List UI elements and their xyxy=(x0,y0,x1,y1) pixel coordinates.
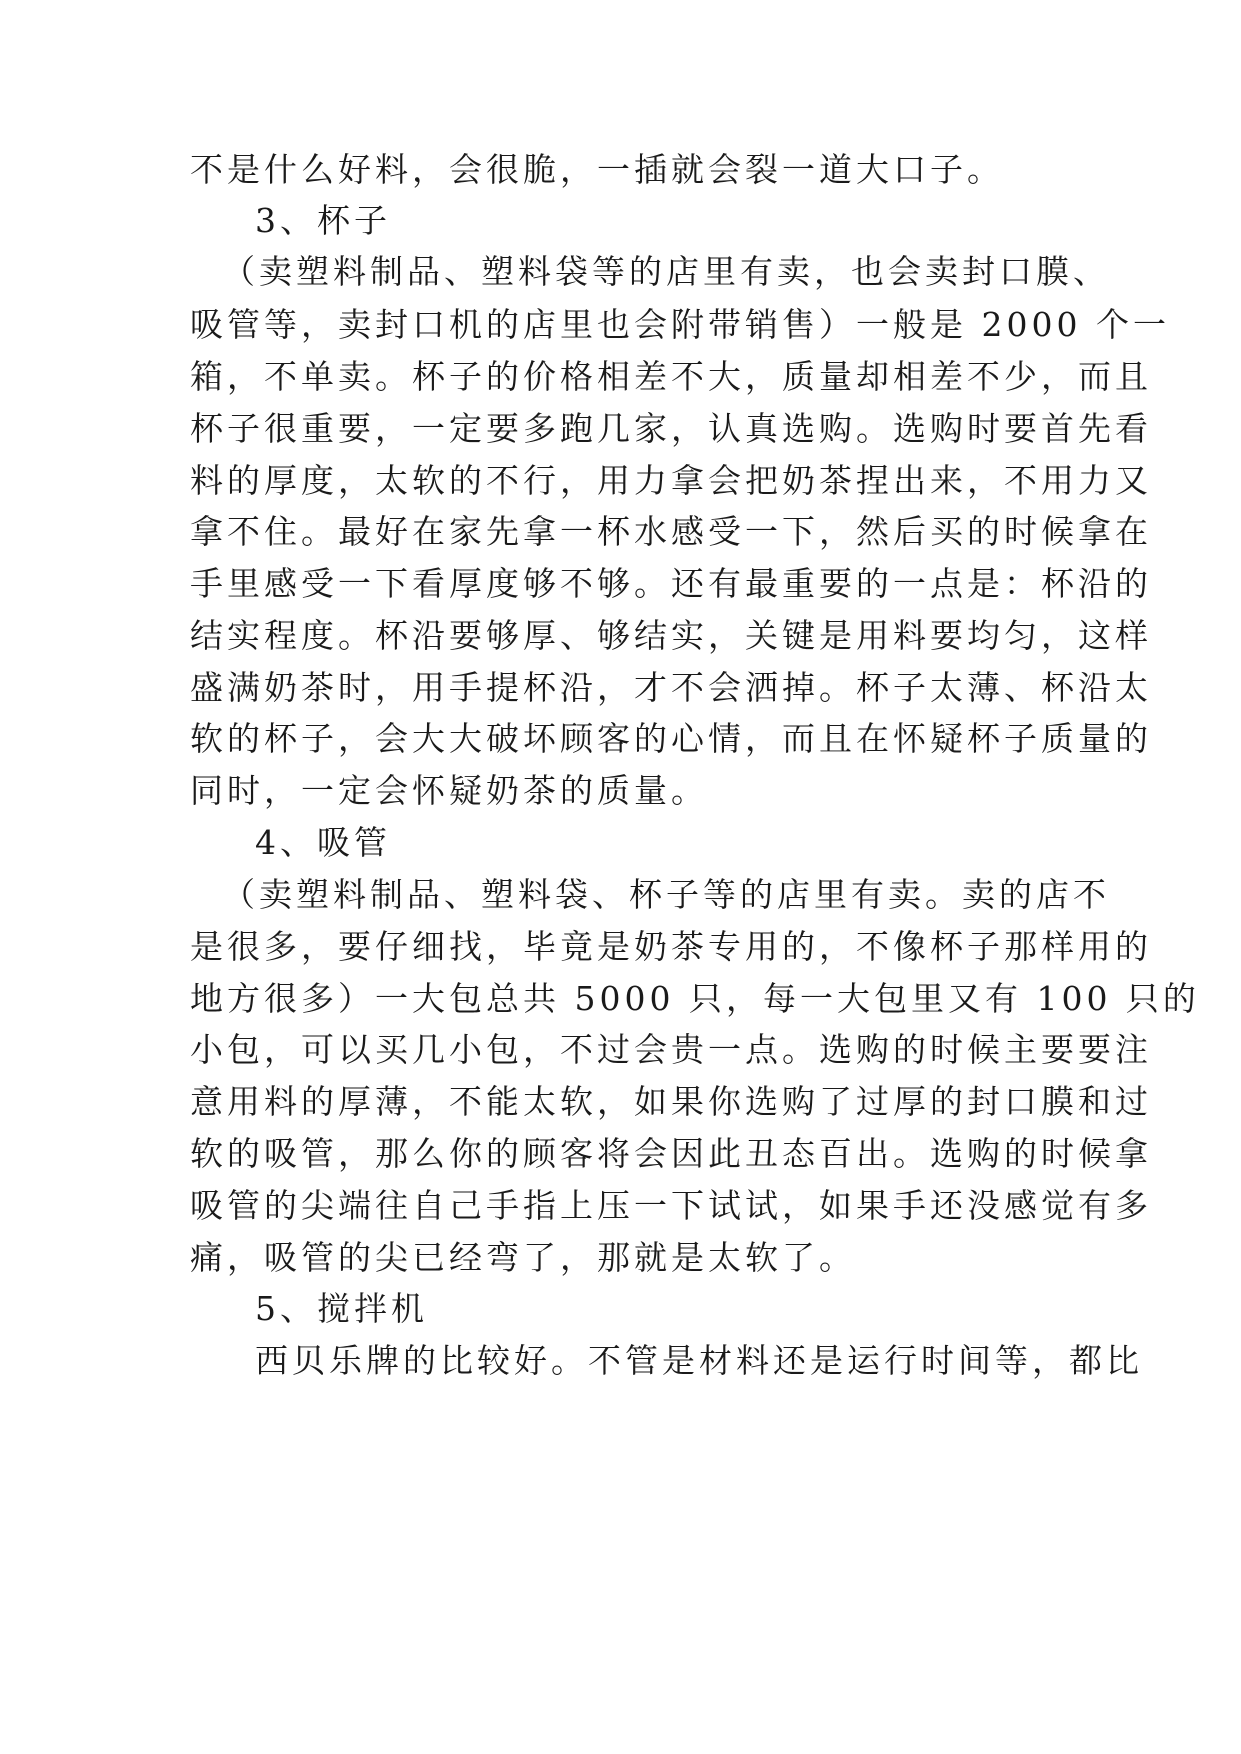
body-text-line: 吸管等，卖封口机的店里也会附带销售）一般是 2000 个一 xyxy=(190,305,1170,344)
body-text-line: 手里感受一下看厚度够不够。还有最重要的一点是：杯沿的 xyxy=(190,564,1152,603)
body-text-line: 拿不住。最好在家先拿一杯水感受一下，然后买的时候拿在 xyxy=(190,512,1152,551)
body-text-line: 意用料的厚薄，不能太软，如果你选购了过厚的封口膜和过 xyxy=(190,1082,1152,1121)
body-text-line: 同时，一定会怀疑奶茶的质量。 xyxy=(190,771,708,810)
body-text-line: 西贝乐牌的比较好。不管是材料还是运行时间等，都比 xyxy=(255,1341,1143,1380)
section-heading-cups: 3、杯子 xyxy=(255,201,391,240)
body-text-line: （卖塑料制品、塑料袋等的店里有卖，也会卖封口膜、 xyxy=(222,252,1110,291)
section-heading-blender: 5、搅拌机 xyxy=(255,1289,428,1328)
body-text-line: 痛，吸管的尖已经弯了，那就是太软了。 xyxy=(190,1238,856,1277)
body-text-line: 料的厚度，太软的不行，用力拿会把奶茶捏出来，不用力又 xyxy=(190,461,1152,500)
body-text-line: 是很多，要仔细找，毕竟是奶茶专用的，不像杯子那样用的 xyxy=(190,927,1152,966)
body-text-line: 吸管的尖端往自己手指上压一下试试，如果手还没感觉有多 xyxy=(190,1186,1152,1225)
body-text-line: 杯子很重要，一定要多跑几家，认真选购。选购时要首先看 xyxy=(190,409,1152,448)
body-text-line: 软的杯子，会大大破坏顾客的心情，而且在怀疑杯子质量的 xyxy=(190,719,1152,758)
body-text-line: 箱，不单卖。杯子的价格相差不大，质量却相差不少，而且 xyxy=(190,357,1152,396)
body-text-line: 软的吸管，那么你的顾客将会因此丑态百出。选购的时候拿 xyxy=(190,1134,1152,1173)
body-text-line: 盛满奶茶时，用手提杯沿，才不会洒掉。杯子太薄、杯沿太 xyxy=(190,668,1152,707)
body-text-line: 结实程度。杯沿要够厚、够结实，关键是用料要均匀，这样 xyxy=(190,616,1152,655)
section-heading-straws: 4、吸管 xyxy=(255,823,391,862)
body-text-line: 小包，可以买几小包，不过会贵一点。选购的时候主要要注 xyxy=(190,1030,1152,1069)
body-text-line: 不是什么好料，会很脆，一插就会裂一道大口子。 xyxy=(190,150,1004,189)
body-text-line: （卖塑料制品、塑料袋、杯子等的店里有卖。卖的店不 xyxy=(222,875,1110,914)
body-text-line: 地方很多）一大包总共 5000 只，每一大包里又有 100 只的 xyxy=(190,979,1200,1018)
